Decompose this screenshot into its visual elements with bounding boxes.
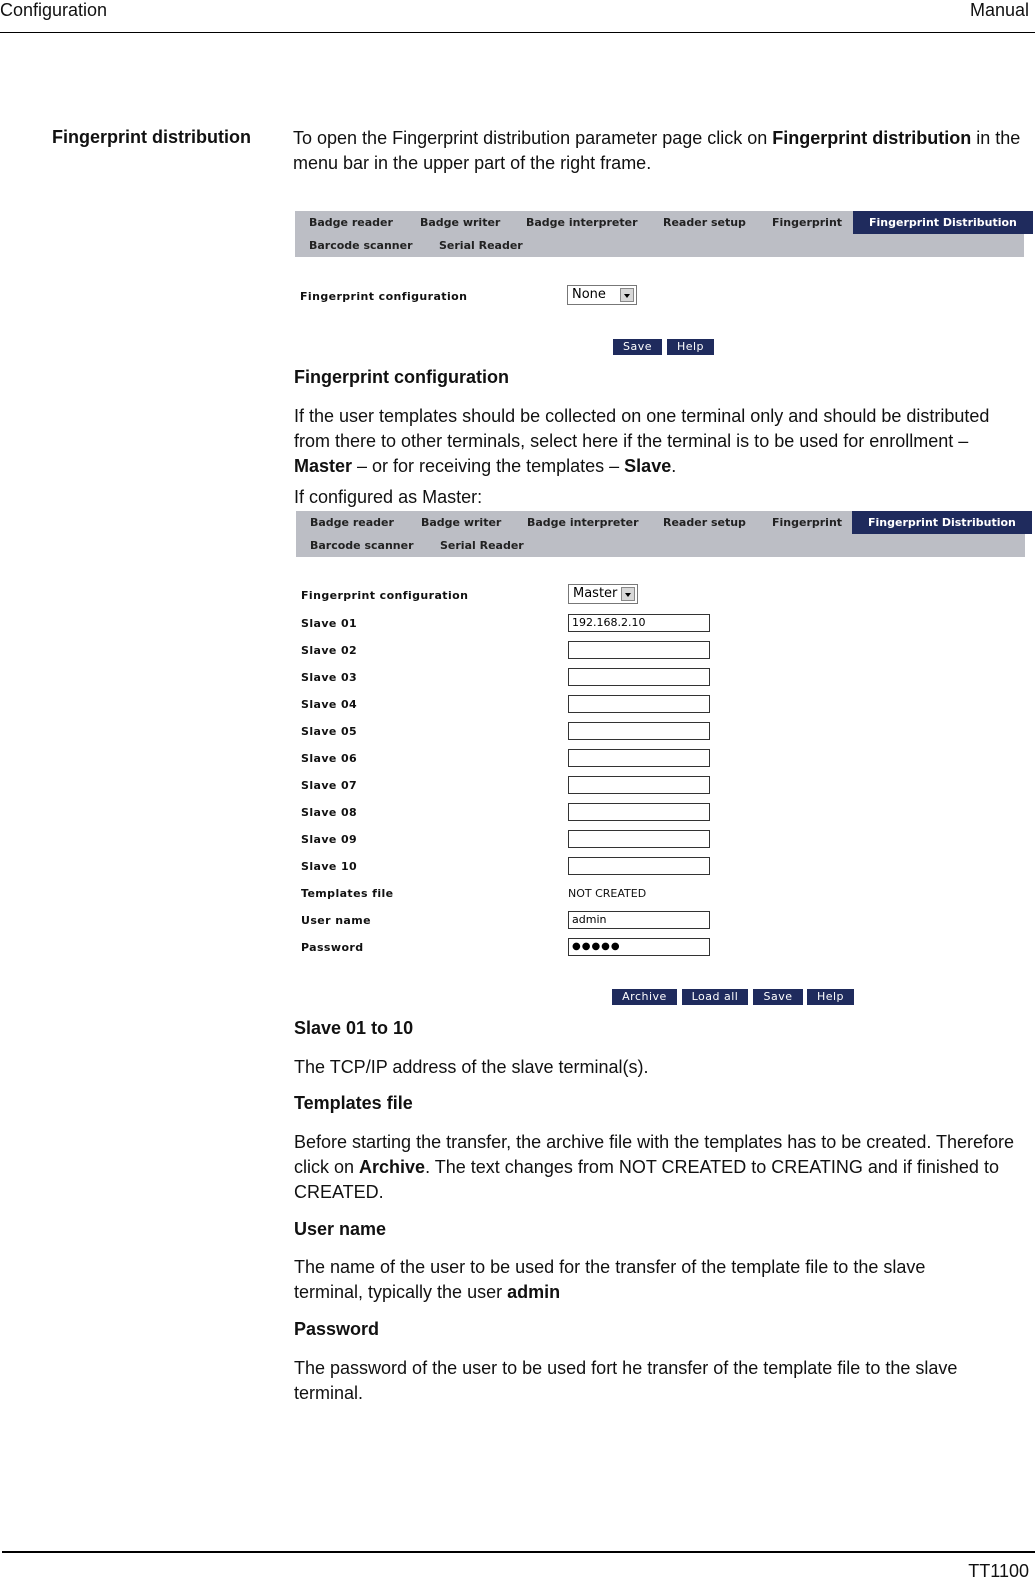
slave-heading: Slave 01 to 10 — [294, 1018, 414, 1038]
slave-label: Slave 09 — [301, 833, 358, 846]
slave-05-input[interactable] — [568, 722, 710, 740]
save-button[interactable]: Save — [613, 339, 662, 355]
menu-reader-setup[interactable]: Reader setup — [663, 216, 746, 229]
dropdown-arrow-icon — [621, 587, 635, 601]
slave-09-input[interactable] — [568, 830, 710, 848]
menu-bar — [296, 511, 1025, 557]
slave-label: Slave 07 — [301, 779, 358, 792]
menu-barcode-scanner[interactable]: Barcode scanner — [310, 539, 414, 552]
slave-08-input[interactable] — [568, 803, 710, 821]
fingerprint-config-label: Fingerprint configuration — [300, 290, 468, 303]
archive-button[interactable]: Archive — [612, 989, 677, 1005]
fp-config-heading: Fingerprint configuration — [294, 367, 509, 387]
menu-serial-reader[interactable]: Serial Reader — [440, 539, 524, 552]
password-input[interactable]: ●●●●● — [568, 938, 710, 956]
help-button[interactable]: Help — [807, 989, 854, 1005]
templates-heading: Templates file — [294, 1093, 413, 1113]
save-button[interactable]: Save — [753, 989, 803, 1005]
slave-10-input[interactable] — [568, 857, 710, 875]
templates-file-label: Templates file — [301, 887, 394, 900]
slave-label: Slave 01 — [301, 617, 358, 630]
select-value: Master — [573, 586, 618, 601]
password-label: Password — [301, 941, 364, 954]
menu-barcode-scanner[interactable]: Barcode scanner — [309, 239, 413, 252]
slave-01-input[interactable]: 192.168.2.10 — [568, 614, 710, 632]
templates-file-status: NOT CREATED — [568, 887, 647, 900]
slave-04-input[interactable] — [568, 695, 710, 713]
slave-label: Slave 10 — [301, 860, 358, 873]
menu-fingerprint-distribution[interactable]: Fingerprint Distribution — [852, 511, 1032, 534]
select-value: None — [572, 287, 606, 302]
user-name-label: User name — [301, 914, 371, 927]
menu-badge-reader[interactable]: Badge reader — [310, 516, 394, 529]
screenshot-fingerprint-none — [295, 211, 1024, 357]
footer-rule — [2, 1551, 1035, 1553]
slave-label: Slave 02 — [301, 644, 358, 657]
slave-label: Slave 04 — [301, 698, 358, 711]
menu-badge-writer[interactable]: Badge writer — [420, 216, 501, 229]
header-manual: Manual — [969, 0, 1029, 20]
slave-text: The TCP/IP address of the slave terminal(s). — [294, 1057, 649, 1077]
user-name-input[interactable]: admin — [568, 911, 710, 929]
menu-badge-reader[interactable]: Badge reader — [309, 216, 393, 229]
fingerprint-config-select[interactable] — [568, 584, 638, 604]
menu-fingerprint-distribution[interactable]: Fingerprint Distribution — [853, 211, 1033, 234]
if-master-text: If configured as Master: — [294, 487, 483, 507]
menu-bar — [295, 211, 1024, 257]
user-name-heading: User name — [294, 1219, 387, 1239]
menu-reader-setup[interactable]: Reader setup — [663, 516, 746, 529]
fingerprint-config-label: Fingerprint configuration — [301, 589, 469, 602]
section-title: Fingerprint distribution — [52, 127, 251, 147]
menu-badge-writer[interactable]: Badge writer — [421, 516, 502, 529]
menu-badge-interpreter[interactable]: Badge interpreter — [526, 216, 638, 229]
slave-03-input[interactable] — [568, 668, 710, 686]
slave-label: Slave 03 — [301, 671, 358, 684]
intro-paragraph: To open the Fingerprint distribution parameter page click on Fingerprint distribution in the menu bar in the upper part of the right frame. — [293, 128, 1021, 173]
slave-label: Slave 06 — [301, 752, 358, 765]
footer-product: TT1100 — [968, 1561, 1029, 1581]
password-heading: Password — [294, 1319, 380, 1339]
help-button[interactable]: Help — [667, 339, 714, 355]
slave-02-input[interactable] — [568, 641, 710, 659]
header-chapter: Configuration — [0, 0, 108, 20]
user-name-text: The name of the user to be used for the transfer of the template file to the slave terminal, typically the user admin — [294, 1257, 926, 1302]
load-all-button[interactable]: Load all — [682, 989, 748, 1005]
templates-text: Before starting the transfer, the archive file with the templates has to be created. Therefore click on Archive. The text changes from NOT CREATED to CREATING and if finished to CREATED. — [294, 1132, 1015, 1202]
menu-badge-interpreter[interactable]: Badge interpreter — [527, 516, 639, 529]
fingerprint-config-select[interactable] — [567, 285, 637, 305]
dropdown-arrow-icon — [620, 288, 634, 302]
fp-config-paragraph: If the user templates should be collected on one terminal only and should be distributed from there to other terminals, select here if the terminal is to be used for enrollment – Master – or for receiving the templates – Slave. — [294, 406, 990, 476]
menu-fingerprint[interactable]: Fingerprint — [772, 516, 843, 529]
menu-serial-reader[interactable]: Serial Reader — [439, 239, 523, 252]
menu-fingerprint[interactable]: Fingerprint — [772, 216, 843, 229]
header-rule — [0, 32, 1035, 33]
slave-06-input[interactable] — [568, 749, 710, 767]
password-text: The password of the user to be used fort he transfer of the template file to the slave terminal. — [294, 1358, 958, 1403]
slave-label: Slave 05 — [301, 725, 358, 738]
slave-07-input[interactable] — [568, 776, 710, 794]
screenshot-fingerprint-master — [296, 511, 1025, 1009]
intro-bold-term: Fingerprint distribution — [772, 128, 972, 148]
slave-label: Slave 08 — [301, 806, 358, 819]
